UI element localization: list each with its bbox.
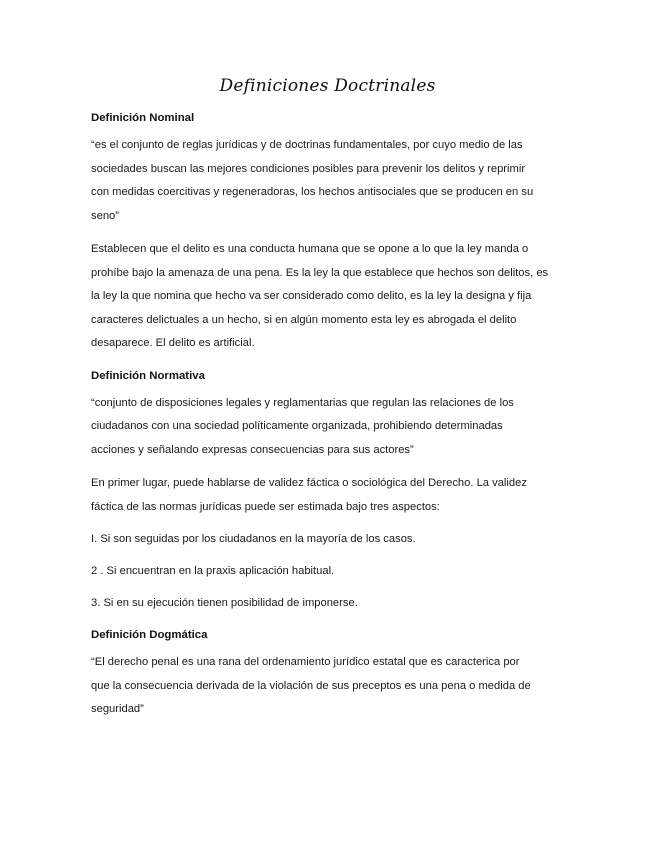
quote-paragraph xyxy=(91,651,569,722)
text-line: Establecen que el delito es una conducta humana que se opone a lo que la ley manda o xyxy=(91,243,529,255)
text-line: “es el conjunto de reglas jurídicas y de doctrinas fundamentales, por cuyo medio de las xyxy=(91,139,523,151)
text-line: seno” xyxy=(91,209,119,222)
text-line: con medidas coercitivas y regeneradoras, los hechos antisociales que se producen en su xyxy=(91,186,534,198)
section-heading: Definición Normativa xyxy=(91,369,205,382)
text-line: “conjunto de disposiciones legales y reglamentarias que regulan las relaciones de los xyxy=(91,396,514,409)
text-line: ciudadanos con una sociedad políticamente organizada, prohibiendo determinadas xyxy=(91,420,503,432)
text-line: prohíbe bajo la amenaza de una pena. Es la ley la que establece que hechos son delitos, es xyxy=(91,266,549,279)
list-item: 2 . Si encuentran en la praxis aplicación habitual. xyxy=(91,565,335,577)
section-heading: Definición Nominal xyxy=(91,112,195,124)
section-normativa xyxy=(91,366,569,614)
text-line: En primer lugar, puede hablarse de validez fáctica o sociológica del Derecho. La validez xyxy=(91,477,527,489)
text-line: acciones y señalando expresas consecuencias para sus actores” xyxy=(91,443,414,456)
text-line: la ley la que nomina que hecho va ser considerado como delito, es la ley la designa y fija xyxy=(91,290,532,302)
section-heading: Definición Dogmática xyxy=(91,629,208,641)
section-nominal xyxy=(91,108,569,356)
text-line: que la consecuencia derivada de la violación de sus preceptos es una pena o medida de xyxy=(91,679,531,692)
list-item: 3. Si en su ejecución tienen posibilidad de imponerse. xyxy=(91,597,358,609)
document-body xyxy=(91,108,569,732)
text-line: seguridad” xyxy=(91,703,144,715)
text-line: sociedades buscan las mejores condiciones posibles para prevenir los delitos y reprimir xyxy=(91,162,526,175)
text-line: desaparece. El delito es artificial. xyxy=(91,337,255,349)
list-item: I. Si son seguidas por los ciudadanos en la mayoría de los casos. xyxy=(91,533,416,545)
text-line: fáctica de las normas jurídicas puede ser estimada bajo tres aspectos: xyxy=(91,500,440,513)
document-title: Definiciones Doctrinales xyxy=(219,76,436,96)
section-dogmatica xyxy=(91,625,569,722)
quote-paragraph xyxy=(91,134,569,228)
text-line: “El derecho penal es una rana del ordenamiento jurídico estatal que es caracterica por xyxy=(91,656,520,668)
body-paragraph xyxy=(91,472,569,519)
text-line: caracteres delictuales a un hecho, si en algún momento esta ley es abrogada el delito xyxy=(91,313,517,326)
quote-paragraph xyxy=(91,392,569,463)
body-paragraph xyxy=(91,238,569,356)
